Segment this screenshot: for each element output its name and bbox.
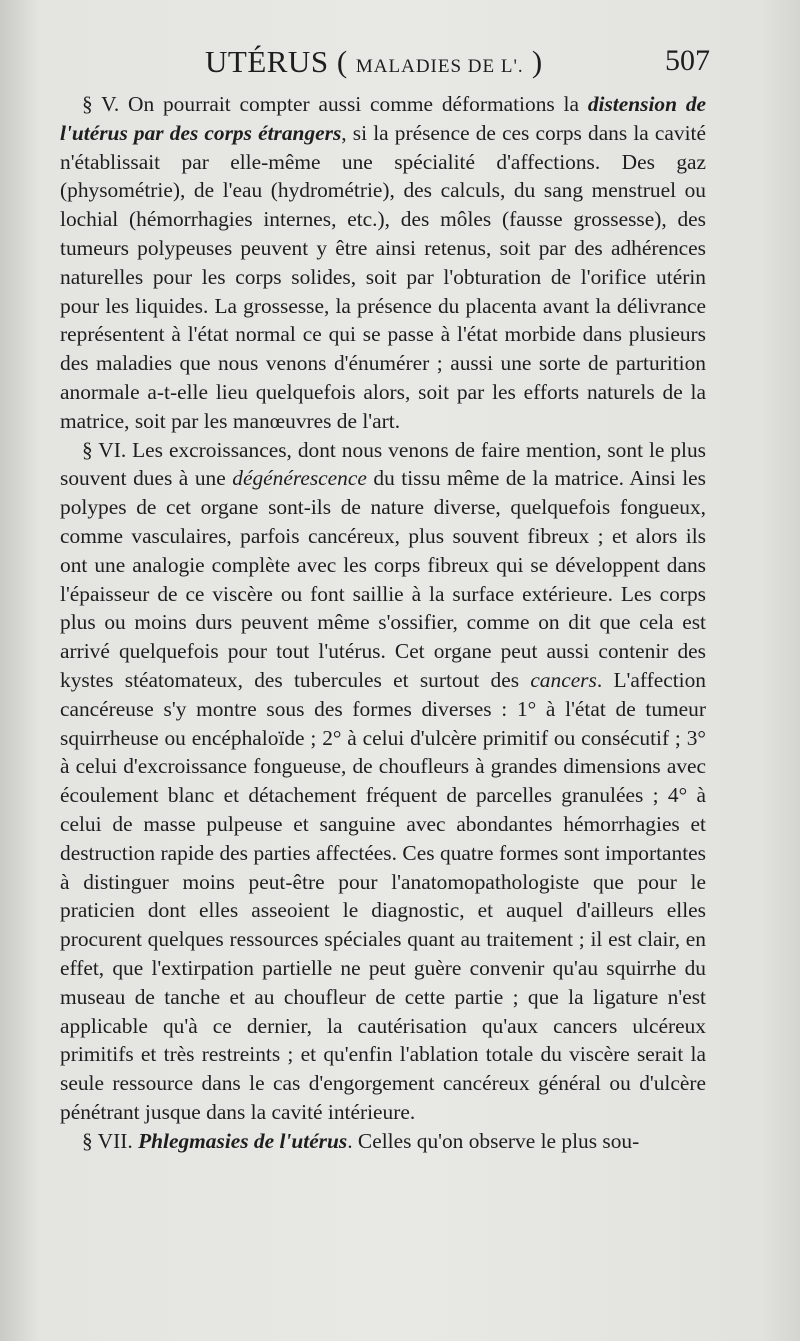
- paragraph-section-7: [60, 1127, 706, 1156]
- emphasis-italic: dégénérescence: [232, 466, 367, 491]
- text-segment: . Celles qu'on observe le plus sou-: [347, 1128, 640, 1153]
- section-marker: § VII.: [82, 1128, 133, 1153]
- running-head: [60, 44, 710, 84]
- text-segment: , si la présence de ces corps dans la cavité n'établissait par elle-même une spécialité d'affections. Des gaz (physométrie), de l'eau (hydrométrie), des calculs, du sang menstruel ou lochial (hémorrhagies internes, etc.), des môles (fausse grossesse), des tumeurs polypeuses peuvent y être ainsi retenus, soit par des adhérences naturelles pour les corps solides, soit par l'obturation de l'orifice utérin pour les liquides. La grossesse, la présence du placenta avant la délivrance représentent à l'état normal ce qui se passe à l'état morbide dans plusieurs des maladies que nous venons d'énumérer ; aussi une sorte de parturition anormale a-t-elle lieu quelquefois alors, soit par les efforts naturels de la matrice, soit par les manœuvres de l'art.: [60, 120, 706, 433]
- emphasis-italic: cancers: [530, 667, 597, 692]
- text-segment: du tissu même de la matrice. Ainsi les polypes de cet organe sont-ils de nature diverse, quelquefois fongueux, comme vasculaires, parfois cancéreux, plus souvent fibreux ; et alors ils ont une analogie complète avec les corps fibreux qui se développent dans l'épaisseur de ce viscère ou font saillie à la surface extérieure. Les corps plus ou moins durs peuvent même s'ossifier, comme on dit que cela est arrivé quelquefois pour tout l'utérus. Cet organe peut aussi contenir des kystes stéatomateux, des tubercules et surtout des: [60, 466, 706, 692]
- running-title-smallcaps: MALADIES DE L'.: [355, 56, 524, 77]
- text-segment: On pourrait compter aussi comme déformations la: [119, 92, 588, 116]
- text-segment: . L'affection cancéreuse s'y montre sous des formes diverses : 1° à l'état de tumeur squirrheuse ou encéphaloïde ; 2° à celui d'ulcère primitif ou consécutif ; 3° à celui d'excroissance fongueuse, de choufleurs à grandes dimensions avec écoulement blanc et détachement fréquent de parcelles granulées ; 4° à celui de masse pulpeuse et sanguine avec abondantes hémorrhagies et destruction rapide des parties affectées. Ces quatre formes sont importantes à distinguer moins peut-être pour l'anatomopathologiste que pour le praticien dont elles asseoient le diagnostic, et auquel d'ailleurs elles procurent quelques ressources spéciales quant au traitement ; il est clair, en effet, que l'extirpation partielle ne peut guère convenir qu'au squirrhe du museau de tanche et au choufleur de cette partie ; que la ligature n'est applicable qu'à ce dernier, la cautérisation qu'aux cancers ulcéreux primitifs et très restreints ; et qu'enfin l'ablation totale du viscère serait la seule ressource dans le cas d'engorgement cancéreux général ou d'ulcère pénétrant jusque dans la cavité intérieure.: [60, 667, 706, 1124]
- section-marker: § VI.: [82, 437, 127, 462]
- running-title-main: UTÉRUS (: [205, 44, 348, 79]
- section-marker: § V.: [82, 92, 120, 116]
- page-number: 507: [665, 44, 710, 77]
- paragraph-section-5: [60, 90, 706, 436]
- paragraph-section-6: [60, 436, 706, 1127]
- emphasis-bold-italic: distension de l'utérus par des corps étrangers: [60, 92, 707, 145]
- body-text: [60, 90, 706, 1155]
- emphasis-bold-italic: Phlegmasies de l'utérus: [138, 1128, 348, 1153]
- running-title: [205, 44, 543, 80]
- text-segment: Les excroissances, dont nous venons de faire mention, sont le plus souvent dues à une: [60, 437, 706, 491]
- running-title-close: ): [531, 44, 543, 79]
